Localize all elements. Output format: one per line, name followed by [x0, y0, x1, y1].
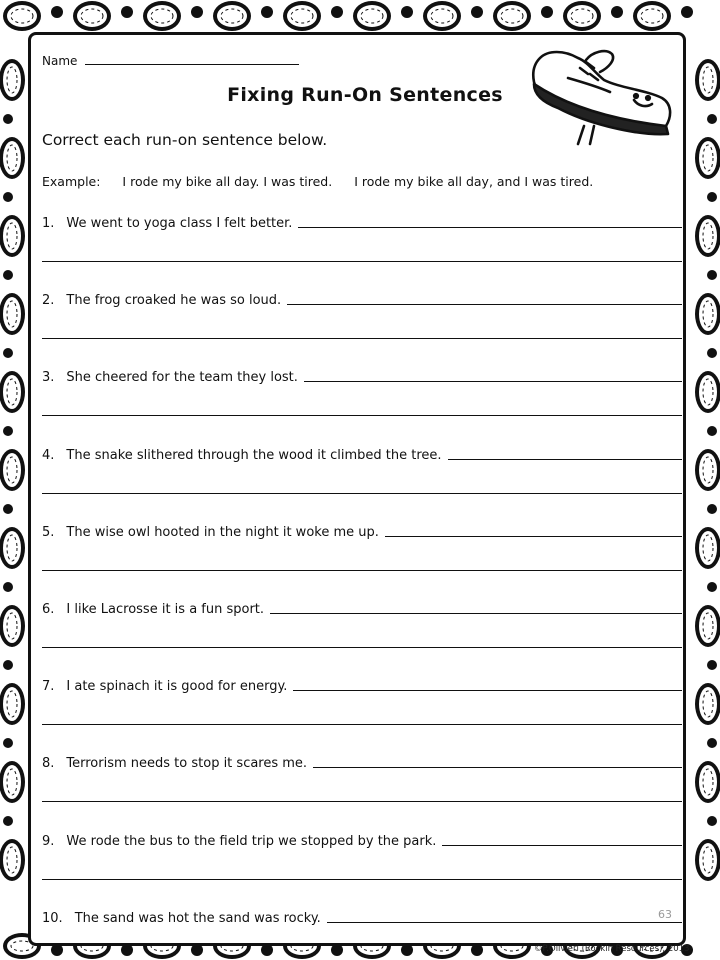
border-oval	[0, 527, 25, 569]
border-dot	[707, 192, 717, 202]
border-dot	[261, 6, 273, 18]
border-oval	[3, 1, 41, 31]
item-sentence: I like Lacrosse it is a fun sport.	[66, 602, 265, 617]
answer-line[interactable]	[313, 766, 682, 768]
border-oval	[563, 1, 601, 31]
border-dot	[3, 348, 13, 358]
page-title: Fixing Run-On Sentences	[227, 84, 503, 106]
sentence-item	[42, 668, 682, 694]
border-oval	[353, 1, 391, 31]
sentence-item	[42, 591, 682, 617]
answer-line[interactable]	[42, 724, 682, 725]
border-oval	[0, 137, 25, 179]
item-sentence: The frog croaked he was so loud.	[66, 293, 282, 308]
border-dot	[3, 504, 13, 514]
answer-line[interactable]	[327, 921, 682, 923]
border-oval	[695, 683, 720, 725]
instructions: Correct each run-on sentence below.	[42, 131, 328, 149]
border-oval	[0, 215, 25, 257]
border-dot	[401, 6, 413, 18]
answer-line[interactable]	[42, 415, 682, 416]
border-dot	[51, 6, 63, 18]
item-number: 4.	[42, 448, 55, 463]
item-sentence: Terrorism needs to stop it scares me.	[66, 756, 308, 771]
border-dot	[707, 114, 717, 124]
answer-line[interactable]	[42, 647, 682, 648]
example-line	[42, 174, 593, 189]
border-oval	[695, 137, 720, 179]
border-dot	[3, 660, 13, 670]
border-dot	[3, 816, 13, 826]
border-oval	[423, 1, 461, 31]
answer-line[interactable]	[442, 844, 682, 846]
item-number: 9.	[42, 834, 55, 849]
answer-line[interactable]	[293, 689, 682, 691]
border-oval	[695, 761, 720, 803]
answer-line[interactable]	[42, 570, 682, 571]
sentence-item	[42, 823, 682, 849]
sentence-item	[42, 359, 682, 385]
item-number: 3.	[42, 370, 55, 385]
answer-line[interactable]	[42, 879, 682, 880]
border-dot	[3, 426, 13, 436]
example-corrected: I rode my bike all day, and I was tired.	[354, 174, 594, 189]
item-sentence: We rode the bus to the field trip we stopped by the park.	[66, 834, 437, 849]
border-dot	[707, 816, 717, 826]
border-oval	[633, 1, 671, 31]
answer-line[interactable]	[287, 303, 682, 305]
border-oval	[0, 293, 25, 335]
border-dot	[707, 504, 717, 514]
answer-line[interactable]	[42, 338, 682, 339]
border-oval	[0, 761, 25, 803]
answer-line[interactable]	[270, 612, 682, 614]
sentence-item	[42, 900, 682, 926]
border-oval	[0, 449, 25, 491]
copyright-notice: ©P.Olivieri (Rockin Resources), 2013	[534, 944, 690, 954]
border-dot	[331, 6, 343, 18]
border-oval	[0, 839, 25, 881]
border-dot	[3, 738, 13, 748]
border-dot	[191, 6, 203, 18]
border-dot	[3, 192, 13, 202]
border-dot	[3, 270, 13, 280]
item-number: 6.	[42, 602, 55, 617]
border-dot	[707, 348, 717, 358]
name-field[interactable]	[42, 52, 299, 68]
border-oval	[143, 1, 181, 31]
item-number: 7.	[42, 679, 55, 694]
border-dot	[3, 582, 13, 592]
border-oval	[695, 449, 720, 491]
border-dot	[707, 270, 717, 280]
item-sentence: The snake slithered through the wood it climbed the tree.	[66, 448, 442, 463]
border-oval	[695, 527, 720, 569]
answer-line[interactable]	[42, 493, 682, 494]
border-oval	[0, 59, 25, 101]
name-blank-line[interactable]	[85, 52, 299, 65]
page-number: 63	[658, 908, 672, 921]
sentence-item	[42, 437, 682, 463]
border-dot	[707, 738, 717, 748]
border-oval	[73, 1, 111, 31]
item-number: 8.	[42, 756, 55, 771]
answer-line[interactable]	[448, 458, 682, 460]
border-oval	[283, 1, 321, 31]
border-oval	[695, 59, 720, 101]
border-oval	[695, 605, 720, 647]
border-dot	[707, 582, 717, 592]
border-oval	[493, 1, 531, 31]
item-sentence: I ate spinach it is good for energy.	[66, 679, 288, 694]
border-dot	[121, 6, 133, 18]
border-oval	[0, 683, 25, 725]
sentence-item	[42, 282, 682, 308]
answer-line[interactable]	[385, 535, 682, 537]
worksheet-frame	[28, 32, 686, 946]
border-oval	[695, 293, 720, 335]
answer-line[interactable]	[298, 226, 682, 228]
item-number: 1.	[42, 216, 55, 231]
border-dot	[541, 6, 553, 18]
name-label: Name	[42, 54, 78, 68]
answer-line[interactable]	[42, 261, 682, 262]
sentence-item	[42, 514, 682, 540]
example-run-on: I rode my bike all day. I was tired.	[122, 174, 333, 189]
border-dot	[471, 6, 483, 18]
border-oval	[0, 605, 25, 647]
item-number: 2.	[42, 293, 55, 308]
item-sentence: The wise owl hooted in the night it woke me up.	[66, 525, 379, 540]
item-number: 5.	[42, 525, 55, 540]
sentence-item	[42, 745, 682, 771]
example-label: Example:	[42, 174, 101, 189]
answer-line[interactable]	[42, 801, 682, 802]
border-dot	[707, 426, 717, 436]
border-dot	[3, 114, 13, 124]
item-sentence: We went to yoga class I felt better.	[66, 216, 293, 231]
border-dot	[611, 6, 623, 18]
item-sentence: She cheered for the team they lost.	[66, 370, 298, 385]
item-number: 10.	[42, 911, 63, 926]
border-oval	[695, 839, 720, 881]
border-oval	[695, 215, 720, 257]
answer-line[interactable]	[304, 380, 682, 382]
border-oval	[0, 371, 25, 413]
border-dot	[681, 6, 693, 18]
border-oval	[213, 1, 251, 31]
border-oval	[695, 371, 720, 413]
item-sentence: The sand was hot the sand was rocky.	[74, 911, 321, 926]
sentence-item	[42, 205, 682, 231]
border-dot	[707, 660, 717, 670]
